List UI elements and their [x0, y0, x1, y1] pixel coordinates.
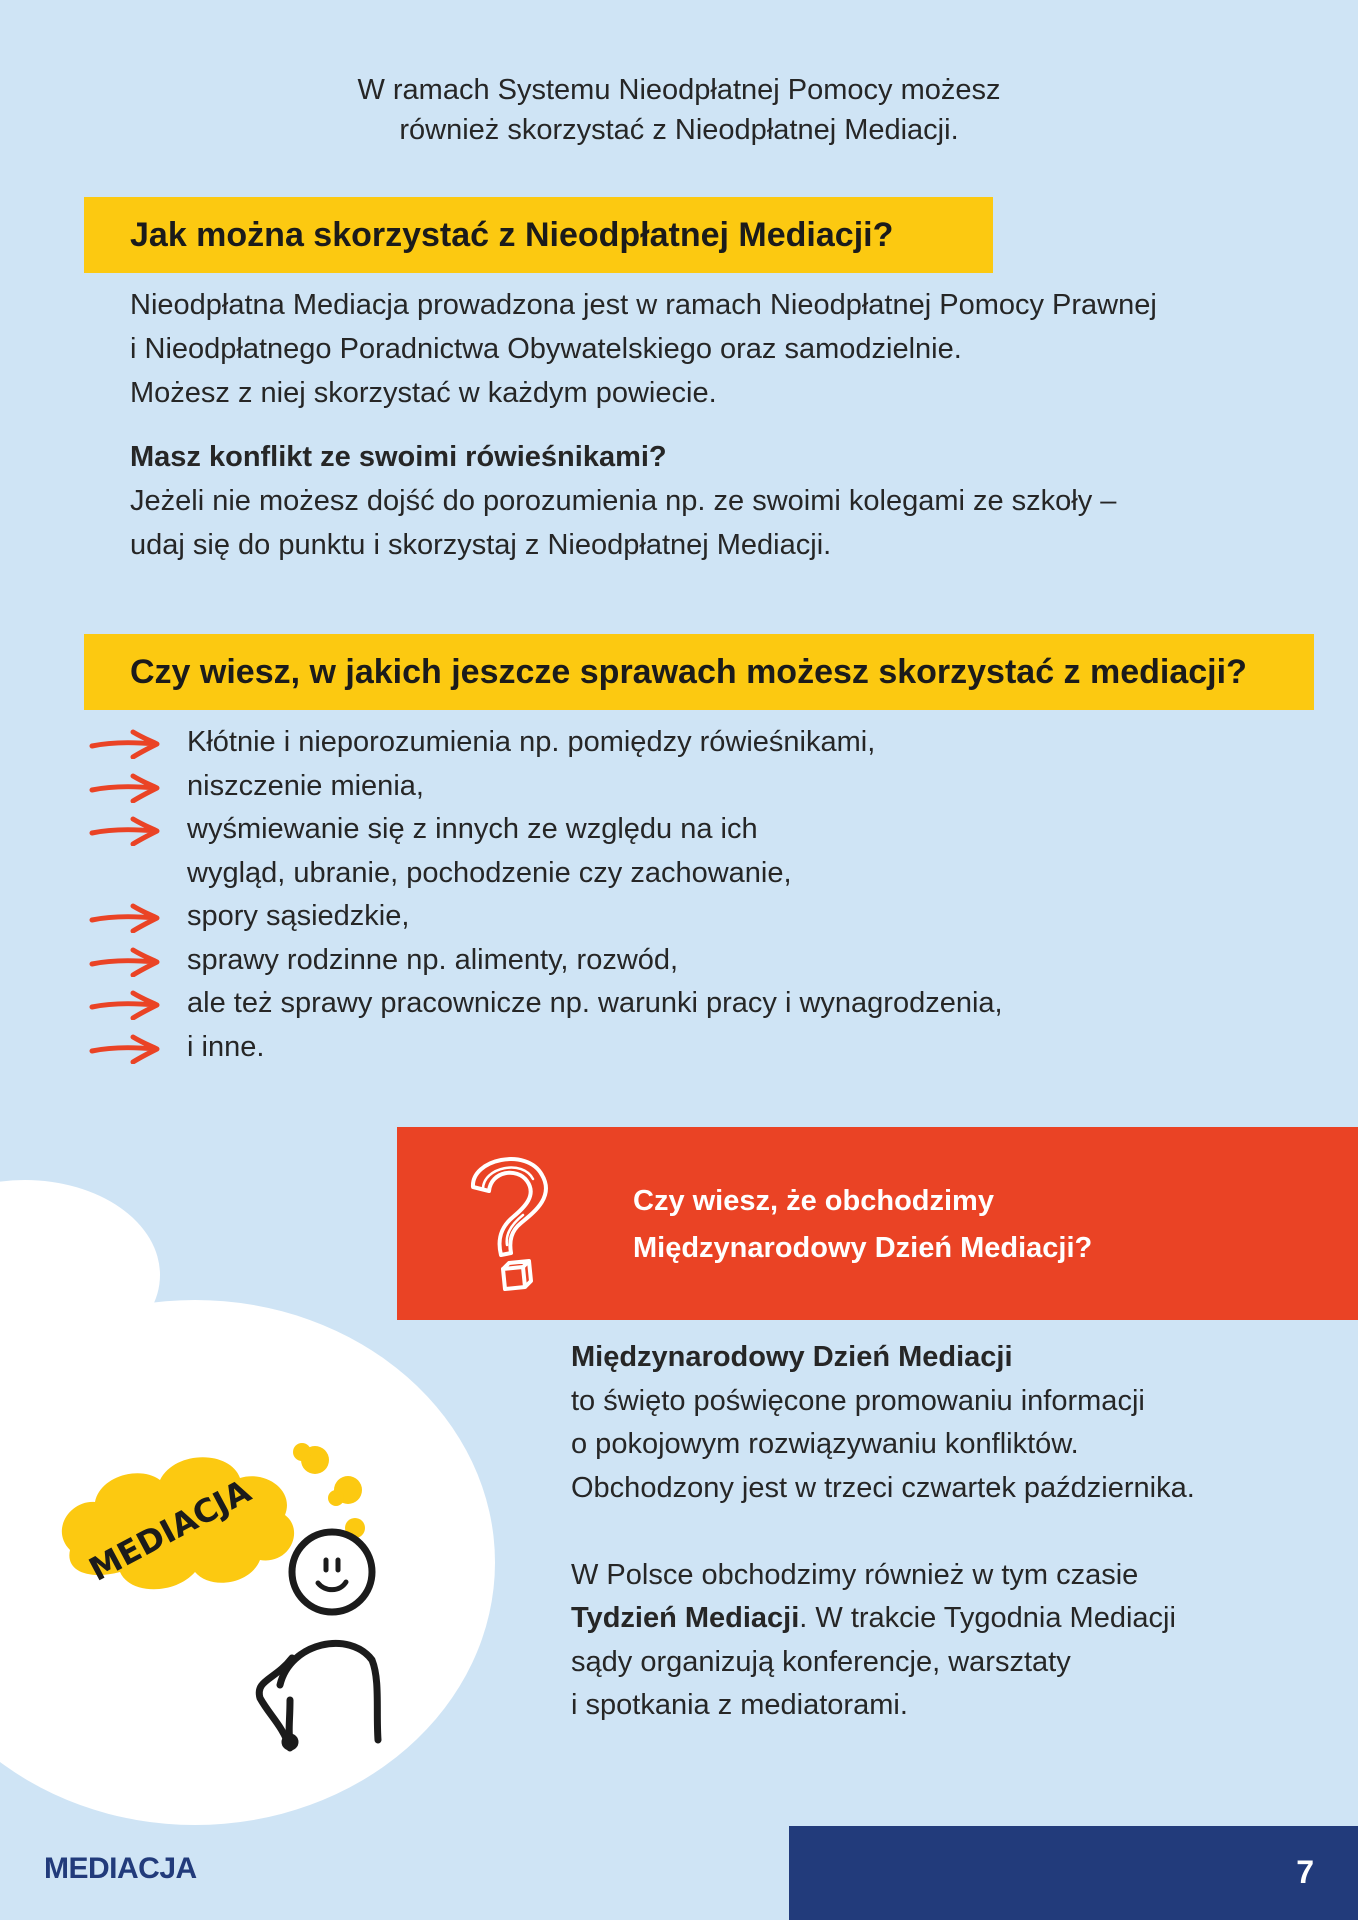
list-item: [187, 939, 1003, 983]
section1-question: Masz konflikt ze swoimi rówieśnikami?: [130, 441, 667, 473]
section2-heading-bar: [84, 634, 1314, 710]
info-line-1: to święto poświęcone promowaniu informacji: [571, 1384, 1145, 1417]
list-item-text: sprawy rodzinne np. alimenty, rozwód,: [187, 943, 679, 976]
mediation-cases-list: [187, 721, 1003, 1069]
list-item: [187, 721, 1003, 765]
list-item: [187, 808, 1003, 852]
info-title: Międzynarodowy Dzień Mediacji: [571, 1341, 1013, 1373]
info-p2-line-4: i spotkania z mediatorami.: [571, 1689, 908, 1721]
info-p2-line-2-rest: . W trakcie Tygodnia Mediacji: [799, 1602, 1176, 1634]
info-p2-line-1: W Polsce obchodzimy również w tym czasie: [571, 1558, 1139, 1591]
list-item: [187, 895, 1003, 939]
list-item: [187, 765, 1003, 809]
section1-heading-bar: [84, 197, 993, 273]
intro-text: [0, 70, 1358, 150]
list-item-text: ale też sprawy pracownicze np. warunki pracy i wynagrodzenia,: [187, 987, 1003, 1019]
list-item-text: wygląd, ubranie, pochodzenie czy zachowanie,: [187, 856, 792, 889]
list-item-text: Kłótnie i nieporozumienia np. pomiędzy rówieśnikami,: [187, 726, 876, 758]
arrow-right-icon: [89, 773, 161, 803]
callout-line-2: Międzynarodowy Dzień Mediacji?: [633, 1232, 1093, 1264]
section1-heading: Jak można skorzystać z Nieodpłatnej Mediacji?: [130, 216, 894, 254]
list-item-text: niszczenie mienia,: [187, 769, 424, 802]
list-item: [187, 982, 1003, 1026]
arrow-right-icon: [89, 729, 161, 759]
info-p2-bold: Tydzień Mediacji: [571, 1602, 800, 1634]
info-block: [571, 1336, 1195, 1728]
list-item-text: wyśmiewanie się z innych ze względu na ich: [187, 813, 758, 845]
list-item: [187, 1026, 1003, 1070]
footer-label: MEDIACJA: [44, 1852, 197, 1885]
info-p2-line-3: sądy organizują konferencje, warsztaty: [571, 1645, 1071, 1678]
arrow-right-icon: [89, 990, 161, 1020]
section1-answer-line-1: Jeżeli nie możesz dojść do porozumienia np. ze swoimi kolegami ze szkoły –: [130, 485, 1117, 517]
arrow-right-icon: [89, 816, 161, 846]
section1-question-block: [130, 435, 1116, 567]
question-mark-icon: [457, 1149, 567, 1299]
thinking-person-illustration: [50, 1380, 390, 1760]
thought-cloud-icon: [62, 1457, 294, 1589]
callout-box: [397, 1127, 1358, 1320]
callout-line-1: Czy wiesz, że obchodzimy: [633, 1185, 994, 1217]
section1-answer-line-2: udaj się do punktu i skorzystaj z Nieodpłatnej Mediacji.: [130, 529, 832, 561]
section2-heading: Czy wiesz, w jakich jeszcze sprawach możesz skorzystać z mediacji?: [130, 653, 1247, 691]
intro-line-1: W ramach Systemu Nieodpłatnej Pomocy możesz: [357, 74, 1001, 106]
arrow-right-icon: [89, 1034, 161, 1064]
info-line-3: Obchodzony jest w trzeci czwartek października.: [571, 1471, 1195, 1504]
list-item-continuation: [187, 852, 1003, 896]
section1-line-1: Nieodpłatna Mediacja prowadzona jest w ramach Nieodpłatnej Pomocy Prawnej: [130, 289, 1157, 321]
section1-paragraph: [130, 283, 1157, 415]
stick-figure-icon: [259, 1532, 378, 1748]
arrow-right-icon: [89, 947, 161, 977]
callout-text: [633, 1178, 1092, 1272]
arrow-right-icon: [89, 903, 161, 933]
list-item-text: i inne.: [187, 1030, 265, 1063]
intro-line-2: również skorzystać z Nieodpłatnej Mediacji.: [399, 114, 959, 146]
list-item-text: spory sąsiedzkie,: [187, 900, 410, 932]
cloud-text: MEDIACJA: [82, 1471, 257, 1589]
section1-line-3: Możesz z niej skorzystać w każdym powiecie.: [130, 377, 717, 409]
info-p2-line-2: [571, 1597, 1195, 1641]
info-line-2: o pokojowym rozwiązywaniu konfliktów.: [571, 1428, 1079, 1460]
thought-bubbles-icon: [293, 1443, 365, 1538]
section1-line-2: i Nieodpłatnego Poradnictwa Obywatelskiego oraz samodzielnie.: [130, 333, 962, 365]
page-number: 7: [1296, 1854, 1314, 1890]
footer-bar: [789, 1826, 1358, 1920]
